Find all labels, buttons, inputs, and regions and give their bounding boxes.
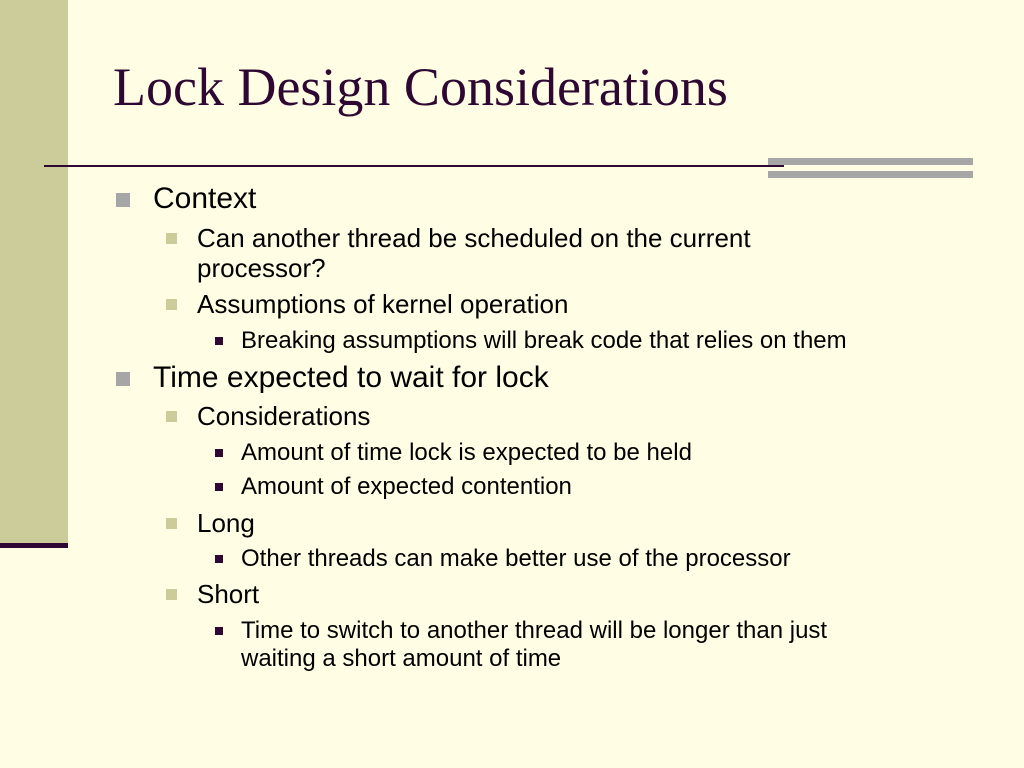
square-bullet-icon [166,233,177,244]
bullet-text: Considerations [197,401,371,431]
decorative-bar-bottom [768,171,973,178]
bullet-text: Amount of time lock is expected to be held [241,439,692,466]
square-bullet-icon [215,449,223,457]
square-bullet-icon [215,555,223,563]
bullet-text: Amount of expected contention [241,473,572,500]
square-bullet-icon [166,589,177,600]
bullet-text: Assumptions of kernel operation [197,289,569,319]
decorative-bar-top [768,158,973,165]
square-bullet-icon [166,518,177,529]
square-bullet-icon [215,483,223,491]
square-bullet-icon [166,411,177,422]
bullet-text: Time expected to wait for lock [153,361,549,394]
square-bullet-icon [116,372,130,386]
bullet-text: processor? [197,253,326,283]
bullet-text: Breaking assumptions will break code that relies on them [241,327,847,354]
title-underline-rule [44,165,784,167]
bullet-text: Time to switch to another thread will be longer than just [241,617,828,644]
square-bullet-icon [215,337,223,345]
bullet-text: Other threads can make better use of the processor [241,545,791,572]
slide-title: Lock Design Considerations [113,57,728,117]
left-accent-line [0,543,68,548]
bullet-text: Long [197,508,255,538]
square-bullet-icon [166,299,177,310]
bullet-text: Context [153,182,257,215]
square-bullet-icon [215,627,223,635]
bullet-text: Short [197,579,260,609]
bullet-text: Can another thread be scheduled on the current [197,223,751,253]
bullet-text: waiting a short amount of time [241,645,562,672]
left-decorative-band [0,0,68,545]
square-bullet-icon [116,193,130,207]
